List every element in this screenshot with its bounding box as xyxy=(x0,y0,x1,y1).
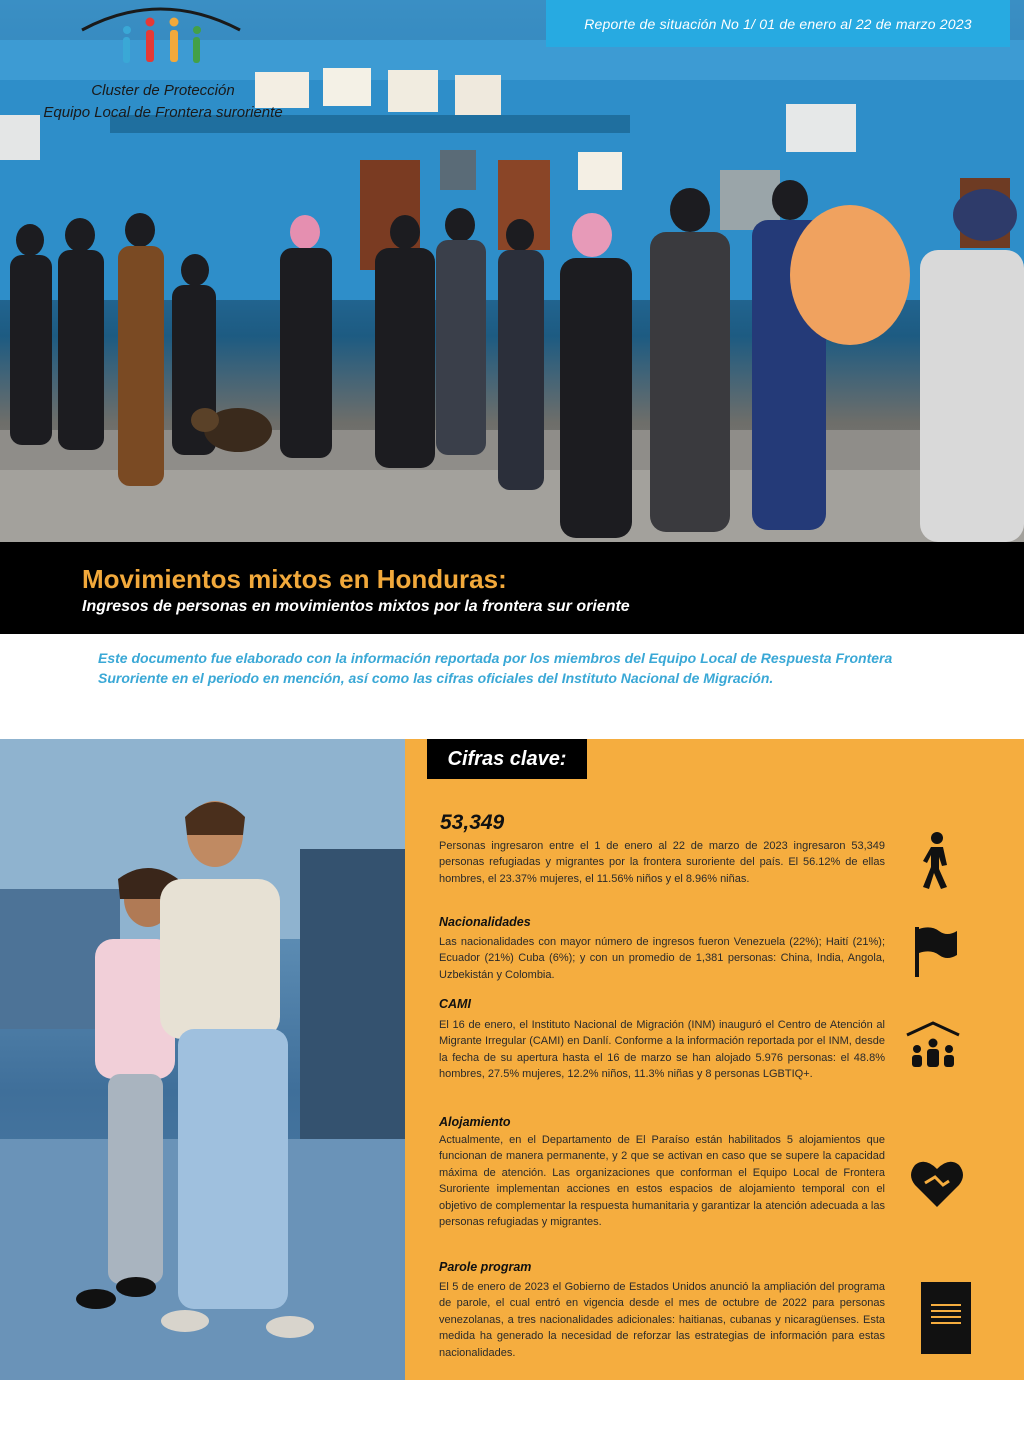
logo-line-1: Cluster de Protección xyxy=(91,82,235,99)
flag-icon xyxy=(911,925,961,979)
handshake-heart-icon xyxy=(909,1155,965,1211)
title-band xyxy=(0,542,1024,634)
report-label: Reporte de situación No 1/ 01 de enero al 22 de marzo 2023 xyxy=(546,0,1010,47)
portrait-photo xyxy=(0,739,405,1380)
walking-person-icon xyxy=(917,831,957,891)
hero-photo xyxy=(0,0,1024,542)
document-icon xyxy=(919,1280,973,1356)
total-entries-number: 53,349 xyxy=(440,811,505,834)
section-title-shelter: Alojamiento xyxy=(439,1115,511,1129)
shelter-family-icon xyxy=(905,1021,961,1073)
section-text-shelter: Actualmente, en el Departamento de El Paraíso están habilitados 5 alojamientos que funcionan de manera permanente, y 2 que se activan en caso que se supere la capacidad máxima de atención. Las organizaciones que conforman el Equipo Local de Frontera Suroriente implementan acciones en estos espacios de alojamiento temporal con el objetivo de complementar la respuesta humanitaria y garantizar la atención adecuada a las personas refugiadas y migrantes. xyxy=(439,1134,885,1229)
section-text-parole: El 5 de enero de 2023 el Gobierno de Estados Unidos anunció la ampliación del programa de parole, el cual entró en vigencia desde el mes de octubre de 2022 para personas venezolanas, a tres nacionalidades adicionales: haitianas, cubanas y nicaragüenses. Esta medida ha generado la necesidad de reforzar las estrategias de información para estas nacionalidades. xyxy=(439,1281,885,1359)
total-entries-text: Personas ingresaron entre el 1 de enero al 22 de marzo de 2023 ingresaron 53,349 personas refugiadas y migrantes por la frontera suroriente del país. El 56.12% de ellas hombres, el 23.37% mujeres, el 11.56% niños y el 8.96% niñas. xyxy=(439,840,885,885)
section-title-parole: Parole program xyxy=(439,1260,532,1274)
logo-text xyxy=(8,80,318,124)
portrait-photo-illustration xyxy=(0,739,405,1380)
section-text-cami: El 16 de enero, el Instituto Nacional de Migración (INM) inauguró el Centro de Atención al Migrante Irregular (CAMI) en Danlí. Conforme a la información reportada por el INM, desde la fecha de su apertura hasta el 16 de marzo se han alojado 5.976 personas: el 48.8% hombres, 27.5% mujeres, 12.2% niños, 11.3% niñas y 8 personas LGBTIQ+. xyxy=(439,1019,885,1081)
section-title-cami: CAMI xyxy=(439,997,471,1011)
logo-line-2: Equipo Local de Frontera suroriente xyxy=(43,104,283,121)
section-text-nationalities: Las nacionalidades con mayor número de ingresos fueron Venezuela (22%); Haití (21%); Ecuador (21%) Cuba (6%); y con un promedio de 1,381 personas: China, India, Angola, Uzbekistán y Colombia. xyxy=(439,936,885,981)
key-figures-panel xyxy=(405,739,1024,1380)
page-subtitle: Ingresos de personas en movimientos mixtos por la frontera sur oriente xyxy=(82,598,630,615)
cluster-logo xyxy=(0,0,320,130)
section-title-nationalities: Nacionalidades xyxy=(439,915,531,929)
cluster-logo-icon xyxy=(0,0,320,80)
intro-paragraph: Este documento fue elaborado con la información reportada por los miembros del Equipo Local de Respuesta Frontera Suroriente en el periodo en mención, así como las cifras oficiales del Instituto Nacional de Migración. xyxy=(98,650,893,686)
page-title: Movimientos mixtos en Honduras: xyxy=(82,564,507,594)
key-figures-label: Cifras clave: xyxy=(427,739,587,779)
